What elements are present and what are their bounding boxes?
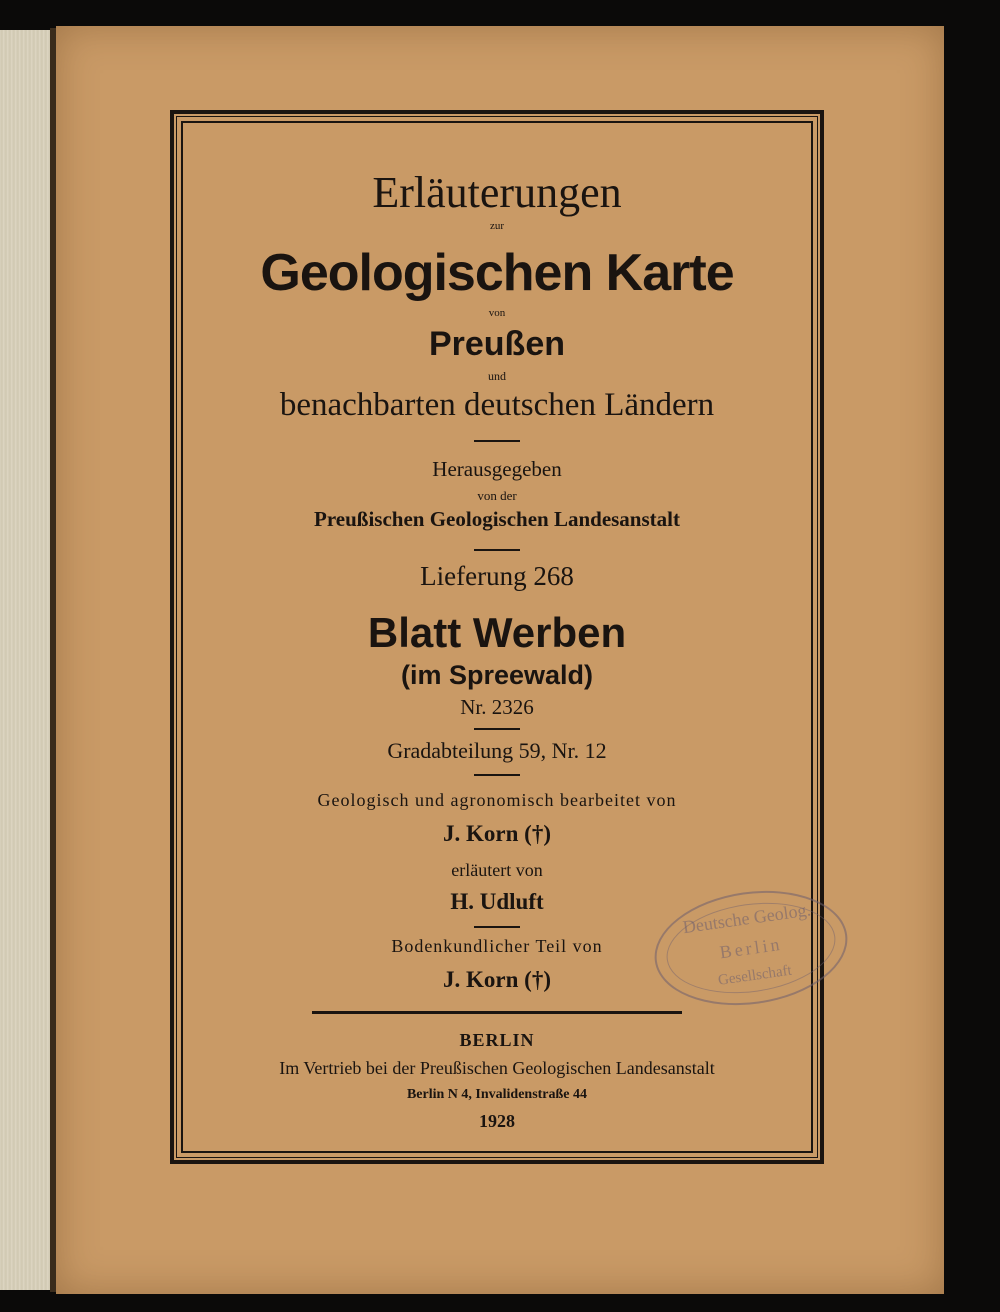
erlaeutert-text: erläutert von <box>451 860 543 880</box>
erlaeutert-name: H. Udluft <box>450 889 544 914</box>
imprint-address: Berlin N 4, Invalidenstraße 44 <box>406 1087 588 1102</box>
bearbeitet-name: J. Korn (†) <box>443 821 551 846</box>
blatt-number: Nr. 2326 <box>460 695 534 719</box>
rule-4 <box>474 774 520 776</box>
title-benachbarten: benachbarten deutschen Ländern <box>279 387 715 423</box>
rule-2 <box>474 549 520 551</box>
imprint-vertrieb: Im Vertrieb bei der Preußischen Geologischen Landesanstalt <box>279 1058 715 1078</box>
title-erlaeuterungen: Erläuterungen <box>372 168 622 217</box>
stamp-line-2: Berlin <box>718 933 784 963</box>
imprint-city: BERLIN <box>459 1030 535 1050</box>
bearbeitet-text: Geologisch und agronomisch bearbeitet von <box>317 790 677 810</box>
stamp-line-3: Gesellschaft <box>717 962 793 989</box>
gradabteilung: Gradabteilung 59, Nr. 12 <box>387 738 607 763</box>
rule-5 <box>474 926 520 928</box>
book-spine <box>0 30 52 1290</box>
title-und: und <box>488 369 506 383</box>
rule-1 <box>474 440 520 442</box>
lieferung: Lieferung 268 <box>420 561 574 591</box>
blatt-subtitle: (im Spreewald) <box>400 660 594 690</box>
blatt-title: Blatt Werben <box>367 609 627 656</box>
publisher-intro: Herausgegeben <box>432 457 562 481</box>
title-preussen: Preußen <box>428 325 566 363</box>
publisher-name: Preußischen Geologischen Landesanstalt <box>314 507 680 531</box>
boden-text: Bodenkundlicher Teil von <box>391 936 603 956</box>
rule-3 <box>474 728 520 730</box>
boden-name: J. Korn (†) <box>443 967 551 992</box>
imprint-year: 1928 <box>479 1111 515 1131</box>
publisher-von: von der <box>477 488 517 503</box>
title-von: von <box>488 307 506 319</box>
stamp-line-1: Deutsche Geolog. <box>681 899 813 938</box>
title-geologischen-karte: Geologischen Karte <box>260 244 734 302</box>
title-zur: zur <box>489 220 505 232</box>
rule-long <box>312 1011 682 1014</box>
